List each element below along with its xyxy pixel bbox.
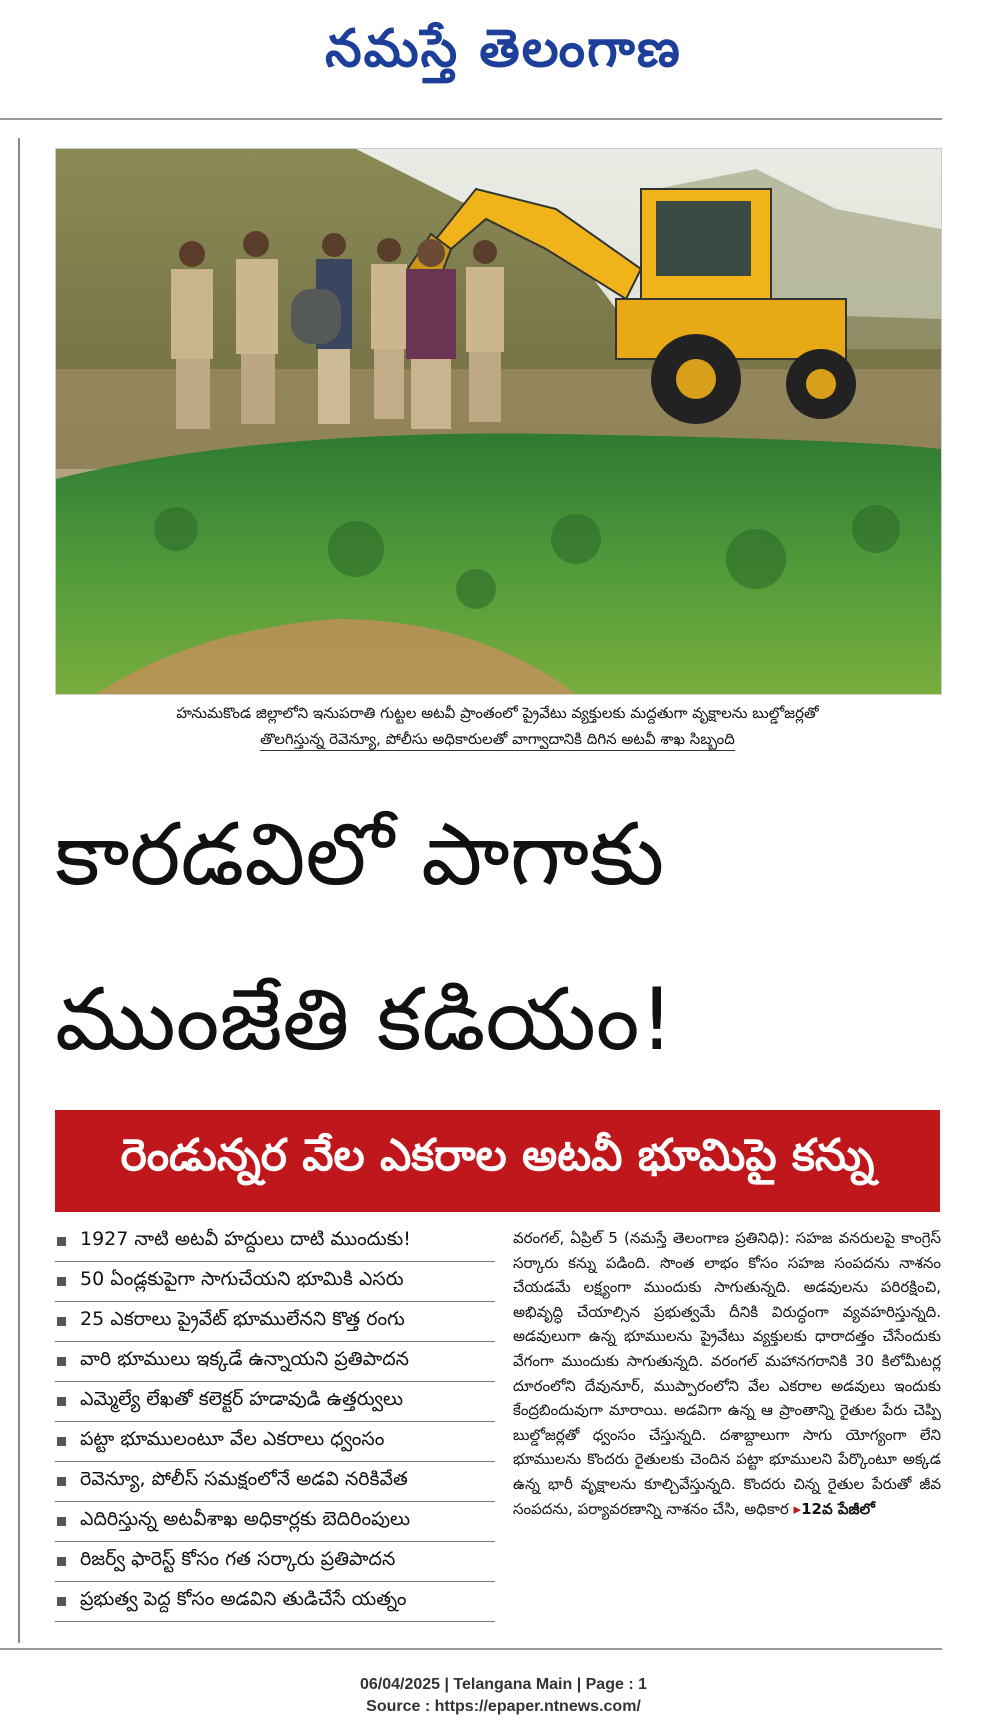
masthead (0, 0, 1007, 110)
square-bullet-icon (57, 1557, 66, 1566)
page-footer (0, 1674, 1007, 1718)
square-bullet-icon (57, 1357, 66, 1366)
top-divider (0, 118, 942, 120)
photo-icon (56, 149, 941, 694)
article-text: వరంగల్, ఏప్రిల్ 5 (నమస్తే తెలంగాణ ప్రతినిధి): సహజ వనరులపై కాంగ్రెస్ సర్కారు కన్ను పడింది. సొంత లాభం కోసం సహజ సంపదను నాశనం చేయడమే లక్ష్యంగా ముందుకు సాగుతున్నది. అడవులను పరిరక్షించి, అభివృద్ధి చేయాల్సిన ప్రభుత్వమే దీనికి విరుద్ధంగా వ్యవహరిస్తున్నది. అడవులుగా ఉన్న భూములను ప్రైవేటు వ్యక్తులకు ధారాదత్తం చేసేందుకు వేగంగా ముందుకు సాగుతున్నది. వరంగల్ మహానగరానికి 30 కిలోమీటర్ల దూరంలోని దేవునూర్, ముప్పారంలోని వేల ఎకరాల అడవులు ఇందుకు కేంద్రబిందువుగా మారాయి. అడవిగా ఉన్న ఆ ప్రాంతాన్ని రైతుల పేరు చెప్పి బుల్డోజర్లతో ధ్వంసం చేస్తున్నది. దశాబ్దాలుగా సాగు యోగ్యంగా లేని భూములను కొందరు రైతులకు చెందిన పట్టా భూములని పేర్కొంటూ అక్కడ ఉన్న భారీ వృక్షాలను కూల్చివేస్తున్నది. కొందరు చిన్న రైతుల పేరుతో జీవ సంపదను, పర్యావరణాన్ని నాశనం చేసి, అధికార (513, 1229, 941, 1518)
article-body (513, 1226, 941, 1521)
square-bullet-icon (57, 1237, 66, 1246)
bullet-item: 1927 నాటి అటవీ హద్దులు దాటి ముందుకు! (55, 1222, 495, 1262)
caption-line-2: తొలగిస్తున్న రెవెన్యూ, పోలీసు అధికారులతో వాగ్వాదానికి దిగిన అటవీ శాఖ సిబ్బంది (260, 730, 735, 751)
bullet-item: రెవెన్యూ, పోలీస్ సమక్షంలోనే అడవి నరికివేత (55, 1462, 495, 1502)
bullet-item: రిజర్వ్ ఫారెస్ట్ కోసం గత సర్కారు ప్రతిపాదన (55, 1542, 495, 1582)
bullet-item: 50 ఏండ్లకుపైగా సాగుచేయని భూమికి ఎసరు (55, 1262, 495, 1302)
photo-caption (55, 700, 940, 752)
square-bullet-icon (57, 1317, 66, 1326)
square-bullet-icon (57, 1517, 66, 1526)
masthead-title: నమస్తే తెలంగాణ (325, 18, 682, 79)
jump-label: 12వ పేజీలో (801, 1499, 875, 1518)
square-bullet-icon (57, 1597, 66, 1606)
left-divider (18, 138, 20, 1643)
square-bullet-icon (57, 1277, 66, 1286)
square-bullet-icon (57, 1477, 66, 1486)
bottom-divider (0, 1648, 942, 1650)
subheadline-banner (55, 1110, 940, 1212)
headline-line-1: కారడవిలో పాగాకు (55, 805, 665, 905)
bullet-item: ప్రభుత్వ పెద్ద కోసం అడవిని తుడిచేసే యత్నం (55, 1582, 495, 1622)
bullet-item: ఎదిరిస్తున్న అటవీశాఖ అధికార్లకు బెదిరింపులు (55, 1502, 495, 1542)
footer-edition: 06/04/2025 | Telangana Main | Page : 1 (359, 1676, 647, 1693)
jump-arrow-icon: ▸ (793, 1499, 802, 1518)
bullet-item: ఎమ్మెల్యే లేఖతో కలెక్టర్ హడావుడి ఉత్తర్వులు (55, 1382, 495, 1422)
footer-source[interactable]: Source : https://epaper.ntnews.com/ (366, 1698, 641, 1715)
bullet-list (55, 1222, 495, 1622)
news-photo (55, 148, 942, 695)
headline-line-2: ముంజేతి కడియం! (55, 970, 675, 1070)
square-bullet-icon (57, 1397, 66, 1406)
continued-on-page[interactable] (794, 1500, 875, 1518)
subheadline-text: రెండున్నర వేల ఎకరాల అటవీ భూమిపై కన్ను (120, 1130, 875, 1181)
square-bullet-icon (57, 1437, 66, 1446)
bullet-item: 25 ఎకరాలు ప్రైవేట్ భూములేనని కొత్త రంగు (55, 1302, 495, 1342)
bullet-item: వారి భూములు ఇక్కడే ఉన్నాయని ప్రతిపాదన (55, 1342, 495, 1382)
caption-line-1: హనుమకొండ జిల్లాలోని ఇనుపరాతి గుట్టల అటవీ ప్రాంతంలో ప్రైవేటు వ్యక్తులకు మద్దతుగా వృక్షాలను బుల్డోజర్లతో (176, 704, 819, 722)
bullet-item: పట్టా భూములంటూ వేల ఎకరాలు ధ్వంసం (55, 1422, 495, 1462)
